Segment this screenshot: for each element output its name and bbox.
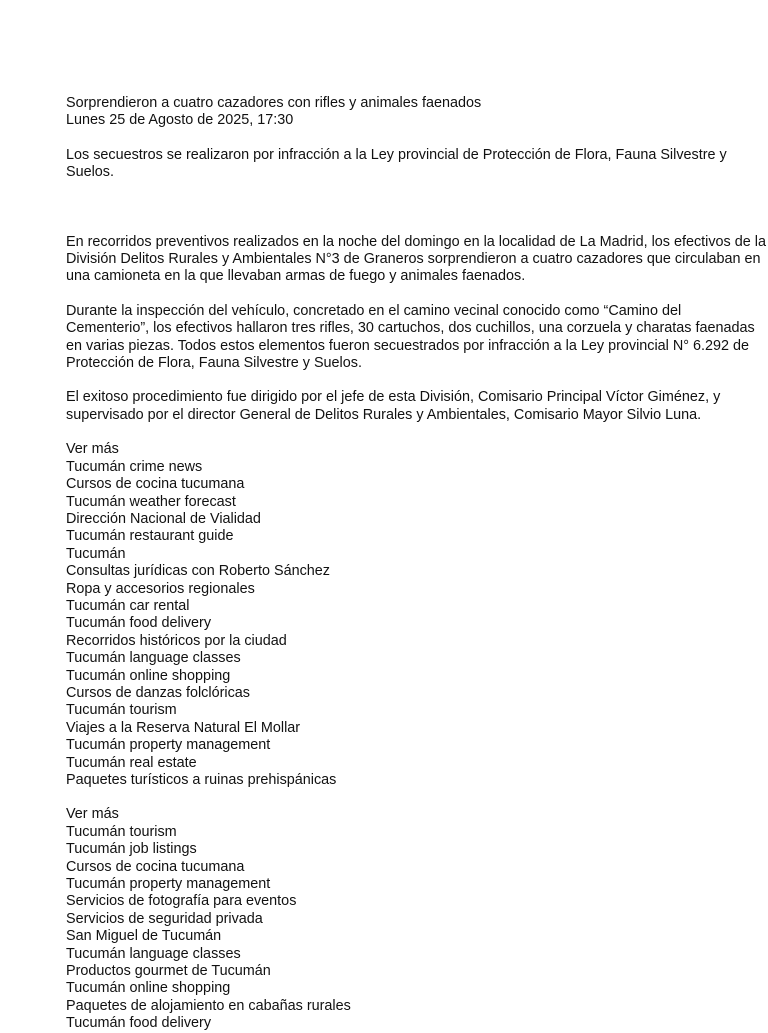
related-link[interactable]: Tucumán online shopping — [66, 667, 231, 684]
spacer — [66, 424, 766, 441]
related-links-section-1 — [66, 441, 766, 789]
article-date: Lunes 25 de Agosto de 2025, 17:30 — [66, 112, 294, 129]
related-link[interactable]: Tucumán online shopping — [66, 980, 231, 997]
related-link[interactable]: Tucumán property management — [66, 737, 271, 754]
related-link[interactable]: Tucumán food delivery — [66, 615, 212, 632]
related-link[interactable]: Tucumán food delivery — [66, 1015, 212, 1032]
spacer — [66, 182, 766, 234]
related-link[interactable]: Tucumán property management — [66, 876, 271, 893]
article-summary: Los secuestros se realizaron por infracción a la Ley provincial de Protección de Flora, Fauna Silvestre y Suelos. — [66, 146, 727, 181]
related-link[interactable]: Tucumán language classes — [66, 945, 241, 962]
related-links-heading: Ver más — [66, 441, 119, 458]
article-paragraph-2: Durante la inspección del vehículo, concretado en el camino vecinal conocido como “Camino del Cementerio”, los efectivos hallaron tres rifles, 30 cartuchos, dos cuchillos, una corzuela y charatas faenadas en varias piezas. Todos estos elementos fueron secuestrados por infracción a la Ley provincial N° 6.292 de Protección de Flora, Fauna Silvestre y Suelos. — [66, 302, 755, 372]
related-link[interactable]: Paquetes de alojamiento en cabañas rurales — [66, 997, 351, 1014]
article-paragraph-1: En recorridos preventivos realizados en la noche del domingo en la localidad de La Madrid, los efectivos de la División Delitos Rurales y Ambientales N°3 de Graneros sorprendieron a cuatro cazadores que circulaban en una camioneta en la que llevaban armas de fuego y animales faenados. — [66, 233, 766, 285]
related-link[interactable]: Tucumán job listings — [66, 841, 197, 858]
related-link[interactable]: Tucumán tourism — [66, 823, 177, 840]
related-link[interactable]: Recorridos históricos por la ciudad — [66, 632, 287, 649]
article-title: Sorprendieron a cuatro cazadores con rifles y animales faenados — [66, 95, 482, 111]
related-link[interactable]: Tucumán weather forecast — [66, 493, 236, 510]
spacer — [66, 372, 766, 389]
related-link[interactable]: Tucumán language classes — [66, 650, 241, 667]
related-link[interactable]: Servicios de fotografía para eventos — [66, 893, 297, 910]
related-links-list — [66, 824, 766, 1033]
related-link[interactable]: Tucumán tourism — [66, 702, 177, 719]
related-link[interactable]: Productos gourmet de Tucumán — [66, 963, 271, 980]
related-link[interactable]: Tucumán car rental — [66, 597, 190, 614]
spacer — [66, 286, 766, 303]
related-links-heading: Ver más — [66, 806, 119, 823]
related-link[interactable]: Servicios de seguridad privada — [66, 910, 263, 927]
related-link[interactable]: Dirección Nacional de Vialidad — [66, 510, 261, 527]
related-link[interactable]: Cursos de cocina tucumana — [66, 476, 245, 493]
related-link[interactable]: Tucumán — [66, 545, 126, 562]
related-links-section-2 — [66, 806, 766, 1032]
related-link[interactable]: Paquetes turísticos a ruinas prehispánicas — [66, 772, 337, 788]
related-link[interactable]: Tucumán real estate — [66, 754, 197, 771]
related-link[interactable]: Consultas jurídicas con Roberto Sánchez — [66, 563, 330, 580]
article-page — [66, 95, 766, 1033]
related-link[interactable]: Tucumán crime news — [66, 458, 203, 475]
spacer — [66, 789, 766, 806]
related-link[interactable]: Ropa y accesorios regionales — [66, 580, 255, 597]
article-paragraph-3: El exitoso procedimiento fue dirigido por el jefe de esta División, Comisario Principal Víctor Giménez, y supervisado por el director General de Delitos Rurales y Ambientales, Comisario Mayor Silvio Luna. — [66, 389, 721, 423]
related-link[interactable]: Cursos de cocina tucumana — [66, 858, 245, 875]
related-link[interactable]: Tucumán restaurant guide — [66, 528, 234, 545]
spacer — [66, 130, 766, 147]
related-link[interactable]: Viajes a la Reserva Natural El Mollar — [66, 719, 301, 736]
related-links-list — [66, 459, 766, 790]
related-link[interactable]: San Miguel de Tucumán — [66, 928, 222, 945]
related-link[interactable]: Cursos de danzas folclóricas — [66, 684, 250, 701]
